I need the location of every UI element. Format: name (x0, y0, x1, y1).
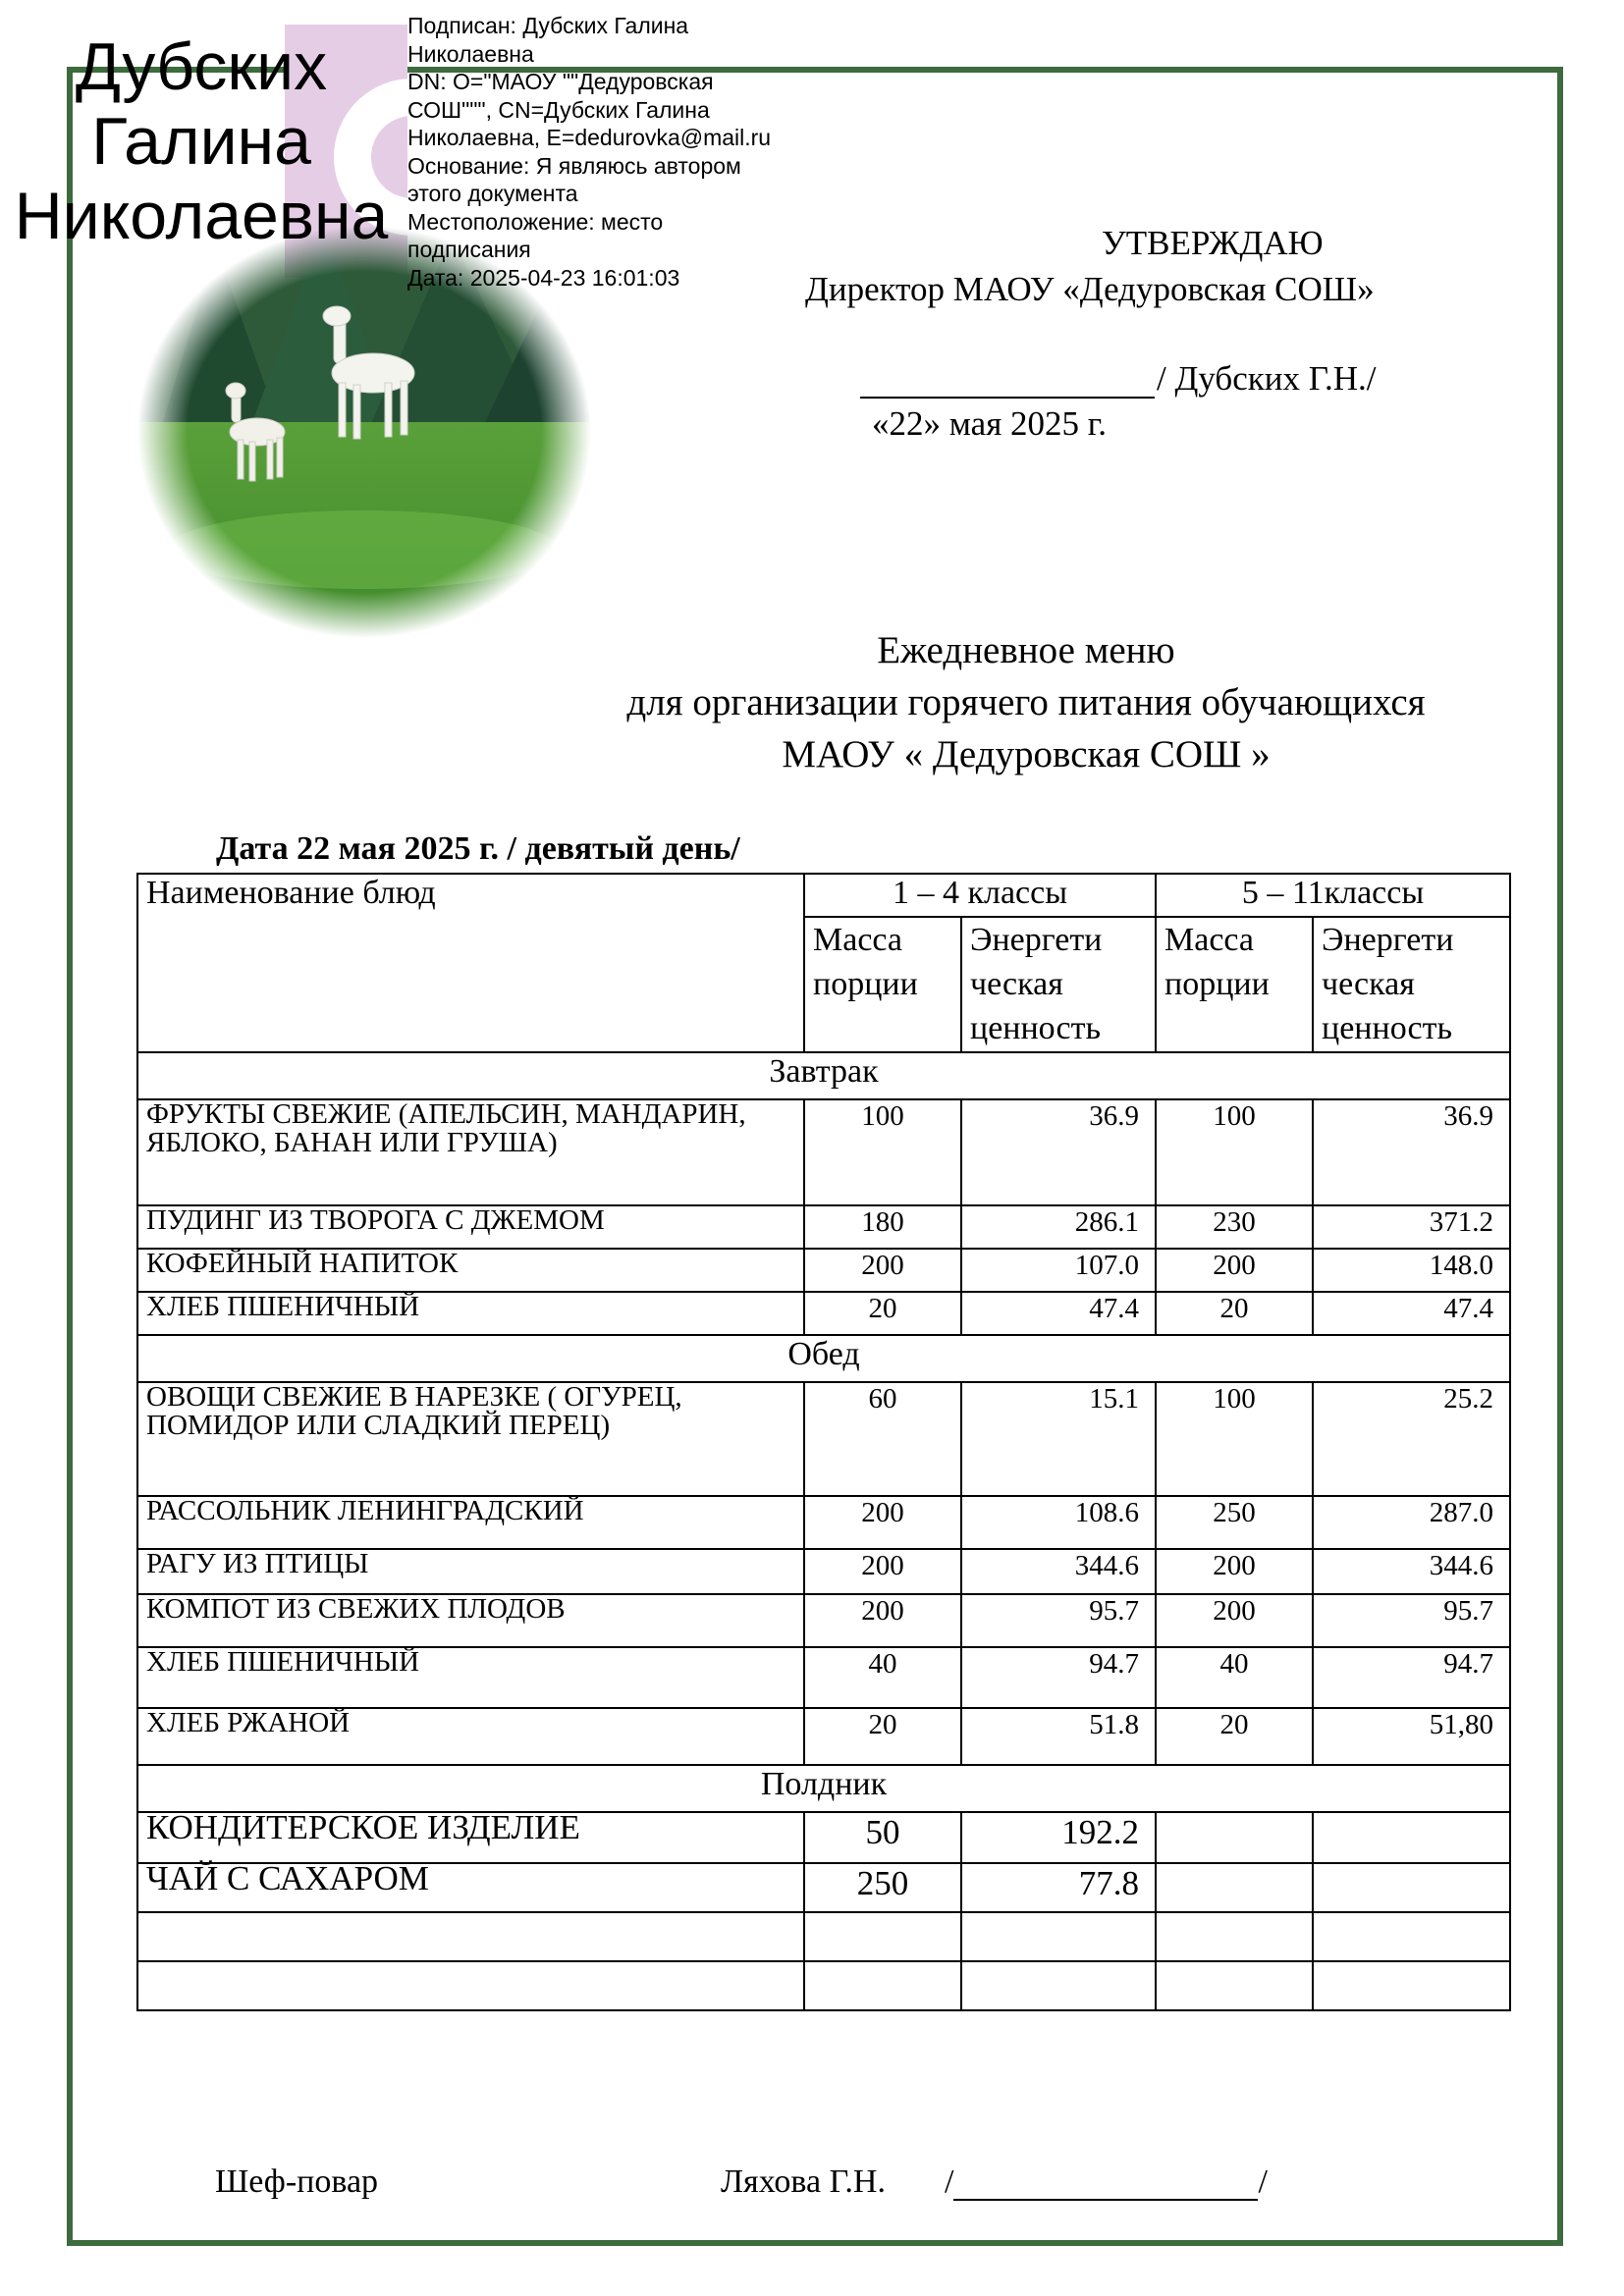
energy-grades-1-4: 47.4 (961, 1292, 1156, 1335)
energy-grades-1-4 (961, 1912, 1156, 1961)
menu-table-body (137, 1052, 1510, 2010)
energy-grades-5-11: 148.0 (1313, 1249, 1510, 1292)
menu-heading-line: для организации горячего питания обучающихся (626, 681, 1426, 723)
menu-heading-line: Ежедневное меню (877, 629, 1175, 671)
menu-row (137, 1249, 1510, 1292)
energy-grades-1-4: 286.1 (961, 1205, 1156, 1249)
mass-grades-5-11: 20 (1156, 1708, 1313, 1765)
energy-grades-1-4: 107.0 (961, 1249, 1156, 1292)
chef-signature-line (945, 2163, 1268, 2201)
mass-grades-1-4: 200 (804, 1496, 961, 1549)
signature-detail-line: этого документа (407, 181, 578, 206)
column-header-dish: Наименование блюд (137, 874, 804, 1052)
energy-grades-5-11: 95.7 (1313, 1594, 1510, 1647)
mass-grades-1-4: 200 (804, 1549, 961, 1594)
dish-name: КОФЕЙНЫЙ НАПИТОК (137, 1249, 804, 1292)
signature-detail-line: подписания (407, 237, 531, 262)
mass-grades-1-4: 100 (804, 1099, 961, 1205)
dish-name: ОВОЩИ СВЕЖИЕ В НАРЕЗКЕ ( ОГУРЕЦ, ПОМИДОР ИЛИ СЛАДКИЙ ПЕРЕЦ) (137, 1382, 804, 1496)
menu-table (136, 873, 1511, 2011)
column-header-energy: Энергети ческая ценность (1313, 917, 1510, 1052)
signature-detail-line: Местоположение: место (407, 208, 664, 235)
mass-grades-1-4 (804, 1912, 961, 1961)
mass-grades-5-11 (1156, 1912, 1313, 1961)
menu-row (137, 1594, 1510, 1647)
empty-row (137, 1912, 1510, 1961)
column-group-grades-1-4: 1 – 4 классы (804, 874, 1156, 917)
approval-title: УТВЕРЖДАЮ (1102, 224, 1324, 262)
column-header-energy: Энергети ческая ценность (961, 917, 1156, 1052)
energy-grades-1-4: 108.6 (961, 1496, 1156, 1549)
signature-slash: / (945, 2163, 954, 2200)
mass-grades-1-4: 200 (804, 1594, 961, 1647)
energy-grades-5-11: 344.6 (1313, 1549, 1510, 1594)
mass-grades-1-4: 50 (804, 1812, 961, 1863)
column-header-mass: Масса порции (1156, 917, 1313, 1052)
menu-row (137, 1708, 1510, 1765)
signature-name-line: Галина (91, 104, 311, 179)
approval-date: «22» мая 2025 г. (872, 404, 1107, 443)
energy-grades-5-11: 371.2 (1313, 1205, 1510, 1249)
energy-grades-5-11: 287.0 (1313, 1496, 1510, 1549)
energy-grades-1-4 (961, 1961, 1156, 2010)
mass-grades-5-11 (1156, 1961, 1313, 2010)
column-group-grades-5-11: 5 – 11классы (1156, 874, 1510, 917)
dish-name (137, 1912, 804, 1961)
mass-grades-1-4: 180 (804, 1205, 961, 1249)
chef-role: Шеф-повар (215, 2163, 379, 2200)
signature-slash: / (1258, 2163, 1268, 2200)
energy-grades-5-11: 94.7 (1313, 1647, 1510, 1708)
signature-detail-line: Основание: Я являюсь автором (407, 152, 741, 179)
energy-grades-5-11: 47.4 (1313, 1292, 1510, 1335)
mass-grades-5-11: 200 (1156, 1249, 1313, 1292)
mass-grades-1-4: 20 (804, 1708, 961, 1765)
dish-name: ФРУКТЫ СВЕЖИЕ (АПЕЛЬСИН, МАНДАРИН, ЯБЛОКО, БАНАН ИЛИ ГРУША) (137, 1099, 804, 1205)
signature-name-line: Дубских (75, 29, 328, 104)
dish-name: ЧАЙ С САХАРОМ (137, 1863, 804, 1912)
mass-grades-5-11: 100 (1156, 1099, 1313, 1205)
energy-grades-1-4: 192.2 (961, 1812, 1156, 1863)
mass-grades-1-4: 40 (804, 1647, 961, 1708)
dish-name (137, 1961, 804, 2010)
energy-grades-1-4: 15.1 (961, 1382, 1156, 1496)
energy-grades-5-11: 25.2 (1313, 1382, 1510, 1496)
energy-grades-1-4: 95.7 (961, 1594, 1156, 1647)
dish-name: ХЛЕБ ПШЕНИЧНЫЙ (137, 1647, 804, 1708)
mass-grades-5-11: 200 (1156, 1594, 1313, 1647)
energy-grades-5-11: 51,80 (1313, 1708, 1510, 1765)
menu-row (137, 1496, 1510, 1549)
dish-name: ПУДИНГ ИЗ ТВОРОГА С ДЖЕМОМ (137, 1205, 804, 1249)
energy-grades-5-11 (1313, 1912, 1510, 1961)
energy-grades-5-11 (1313, 1961, 1510, 2010)
energy-grades-5-11 (1313, 1863, 1510, 1912)
mass-grades-5-11: 200 (1156, 1549, 1313, 1594)
menu-heading (550, 624, 1502, 780)
menu-row (137, 1205, 1510, 1249)
energy-grades-1-4: 77.8 (961, 1863, 1156, 1912)
energy-grades-1-4: 36.9 (961, 1099, 1156, 1205)
chef-name: Ляхова Г.Н. (721, 2163, 886, 2200)
signature-detail-line: Подписан: Дубских Галина (407, 13, 689, 38)
energy-grades-1-4: 94.7 (961, 1647, 1156, 1708)
dish-name: РАССОЛЬНИК ЛЕНИНГРАДСКИЙ (137, 1496, 804, 1549)
approval-signer: / Дубских Г.Н./ (1157, 359, 1377, 398)
mass-grades-1-4: 20 (804, 1292, 961, 1335)
energy-grades-1-4: 344.6 (961, 1549, 1156, 1594)
mass-grades-1-4: 60 (804, 1382, 961, 1496)
dish-name: КОНДИТЕРСКОЕ ИЗДЕЛИЕ (137, 1812, 804, 1863)
section-title: Обед (137, 1335, 1510, 1382)
dish-name: КОМПОТ ИЗ СВЕЖИХ ПЛОДОВ (137, 1594, 804, 1647)
menu-date: Дата 22 мая 2025 г. / девятый день/ (216, 830, 740, 867)
signature-detail-line: СОШ""", CN=Дубских Галина (407, 96, 710, 123)
approval-director: Директор МАОУ «Дедуровская СОШ» (805, 270, 1375, 308)
menu-row (137, 1382, 1510, 1496)
signature-detail-line: DN: O="МАОУ ""Дедуровская (407, 69, 714, 94)
mass-grades-5-11: 40 (1156, 1647, 1313, 1708)
signature-name (0, 29, 403, 253)
energy-grades-5-11: 36.9 (1313, 1099, 1510, 1205)
menu-row (137, 1549, 1510, 1594)
signature-detail-line: Дата: 2025-04-23 16:01:03 (407, 264, 680, 291)
mass-grades-1-4: 200 (804, 1249, 961, 1292)
mass-grades-5-11 (1156, 1863, 1313, 1912)
menu-row (137, 1812, 1510, 1863)
section-title: Полдник (137, 1765, 1510, 1812)
menu-row (137, 1863, 1510, 1912)
menu-heading-line: МАОУ « Дедуровская СОШ » (782, 733, 1271, 775)
signature-detail-line: Николаевна (407, 40, 534, 67)
menu-row (137, 1292, 1510, 1335)
mass-grades-1-4 (804, 1961, 961, 2010)
dish-name: РАГУ ИЗ ПТИЦЫ (137, 1549, 804, 1594)
mass-grades-5-11: 230 (1156, 1205, 1313, 1249)
section-title: Завтрак (137, 1052, 1510, 1099)
mass-grades-5-11: 20 (1156, 1292, 1313, 1335)
approval-signature-line (860, 359, 1377, 399)
column-header-mass: Масса порции (804, 917, 961, 1052)
menu-row (137, 1099, 1510, 1205)
dish-name: ХЛЕБ ПШЕНИЧНЫЙ (137, 1292, 804, 1335)
energy-grades-1-4: 51.8 (961, 1708, 1156, 1765)
mass-grades-5-11: 250 (1156, 1496, 1313, 1549)
signature-detail-line: Николаевна, E=dedurovka@mail.ru (407, 125, 772, 150)
dish-name: ХЛЕБ РЖАНОЙ (137, 1708, 804, 1765)
signature-details (407, 12, 839, 292)
mass-grades-1-4: 250 (804, 1863, 961, 1912)
empty-row (137, 1961, 1510, 2010)
signature-name-line: Николаевна (14, 179, 389, 253)
menu-row (137, 1647, 1510, 1708)
mass-grades-5-11 (1156, 1812, 1313, 1863)
energy-grades-5-11 (1313, 1812, 1510, 1863)
mass-grades-5-11: 100 (1156, 1382, 1313, 1496)
